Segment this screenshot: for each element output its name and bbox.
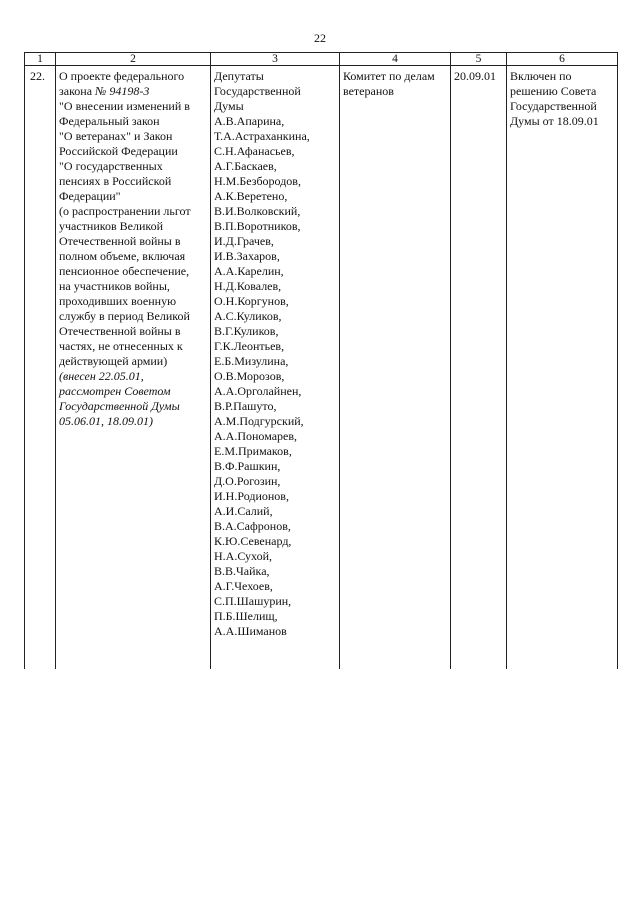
column-header-2: 2 <box>56 53 211 66</box>
author-line: К.Ю.Севенард, <box>214 534 292 548</box>
author-line: И.В.Захаров, <box>214 249 280 263</box>
author-line: А.А.Карелин, <box>214 264 284 278</box>
author-line: Т.А.Астраханкина, <box>214 129 310 143</box>
author-line: А.Г.Чехоев, <box>214 579 273 593</box>
decision-line: Государственной <box>510 99 597 113</box>
bill-title-line: частях, не отнесенных к <box>59 339 183 353</box>
author-line: В.П.Воротников, <box>214 219 301 233</box>
author-line: Думы <box>214 99 244 113</box>
author-line: А.И.Салий, <box>214 504 273 518</box>
author-line: И.Н.Родионов, <box>214 489 289 503</box>
author-line: В.А.Сафронов, <box>214 519 291 533</box>
bill-title-line: (о распространении льгот <box>59 204 191 218</box>
author-line: О.В.Морозов, <box>214 369 285 383</box>
author-line: А.А.Орголайнен, <box>214 384 302 398</box>
page-number: 22 <box>314 31 326 45</box>
author-line: Н.М.Безбородов, <box>214 174 301 188</box>
author-line: С.П.Шашурин, <box>214 594 292 608</box>
author-line: А.В.Апарина, <box>214 114 285 128</box>
bill-title-line: проходивших военную <box>59 294 177 308</box>
author-line: О.Н.Коргунов, <box>214 294 289 308</box>
decision-line: Думы от 18.09.01 <box>510 114 599 128</box>
bill-title-line: О проекте федерального <box>59 69 185 83</box>
column-header-5: 5 <box>451 53 507 66</box>
author-line: Е.М.Примаков, <box>214 444 292 458</box>
author-line: А.А.Шиманов <box>214 624 287 638</box>
bill-title-line: (внесен 22.05.01, <box>59 369 144 383</box>
author-line: Г.К.Леонтьев, <box>214 339 285 353</box>
column-header-6: 6 <box>507 53 618 66</box>
decision-line: Включен по <box>510 69 572 83</box>
author-line: В.В.Чайка, <box>214 564 270 578</box>
author-line: А.С.Куликов, <box>214 309 282 323</box>
bill-title-line: 05.06.01, 18.09.01) <box>59 414 153 428</box>
authors-cell <box>211 66 340 670</box>
column-header-4: 4 <box>340 53 451 66</box>
author-line: П.Б.Шелищ, <box>214 609 278 623</box>
author-line: И.Д.Грачев, <box>214 234 274 248</box>
date-cell: 20.09.01 <box>451 66 507 670</box>
committee-line: Комитет по делам <box>343 69 435 83</box>
committee-cell <box>340 66 451 670</box>
column-header-1: 1 <box>25 53 56 66</box>
bill-title-text: закона <box>59 84 96 98</box>
author-line: Депутаты <box>214 69 264 83</box>
author-line: Е.Б.Мизулина, <box>214 354 289 368</box>
bill-title-line: рассмотрен Советом <box>59 384 171 398</box>
author-line: Государственной <box>214 84 301 98</box>
author-line: Д.О.Рогозин, <box>214 474 281 488</box>
author-line: А.Г.Баскаев, <box>214 159 277 173</box>
bill-title-cell <box>56 66 211 670</box>
column-header-3: 3 <box>211 53 340 66</box>
bill-title-line: "О внесении изменений в <box>59 99 190 113</box>
bill-title-line: "О ветеранах" и Закон <box>59 129 173 143</box>
author-line: В.Р.Пашуто, <box>214 399 277 413</box>
bill-title-line: пенсиях в Российской <box>59 174 172 188</box>
author-line: В.И.Волковский, <box>214 204 301 218</box>
row-number: 22. <box>25 66 56 670</box>
author-line: А.К.Веретено, <box>214 189 288 203</box>
bill-title-line: Отечественной войны в <box>59 324 181 338</box>
bill-title-line: Отечественной войны в <box>59 234 181 248</box>
table-header-row <box>25 53 618 66</box>
bill-title-line: участников Великой <box>59 219 164 233</box>
decision-line: решению Совета <box>510 84 597 98</box>
bill-title-line: пенсионное обеспечение, <box>59 264 190 278</box>
author-line: С.Н.Афанасьев, <box>214 144 295 158</box>
decision-cell <box>507 66 618 670</box>
author-line: В.Г.Куликов, <box>214 324 279 338</box>
bill-title-line: Государственной Думы <box>59 399 180 413</box>
committee-line: ветеранов <box>343 84 394 98</box>
bill-title-line: действующей армии) <box>59 354 168 368</box>
bill-title-line: Российской Федерации <box>59 144 178 158</box>
author-line: В.Ф.Рашкин, <box>214 459 281 473</box>
bill-title-line: службу в период Великой <box>59 309 190 323</box>
bill-number: № 94198-3 <box>95 84 150 98</box>
bill-title-line <box>59 84 207 99</box>
bill-title-line: "О государственных <box>59 159 163 173</box>
bill-title-line: Федерации" <box>59 189 121 203</box>
bill-title-line: на участников войны, <box>59 279 170 293</box>
bill-title-line: полном объеме, включая <box>59 249 186 263</box>
author-line: Н.А.Сухой, <box>214 549 273 563</box>
author-line: Н.Д.Ковалев, <box>214 279 282 293</box>
author-line: А.А.Пономарев, <box>214 429 298 443</box>
author-line: А.М.Подгурский, <box>214 414 304 428</box>
table-row <box>25 66 618 670</box>
document-table <box>24 52 618 669</box>
bill-title-line: Федеральный закон <box>59 114 160 128</box>
